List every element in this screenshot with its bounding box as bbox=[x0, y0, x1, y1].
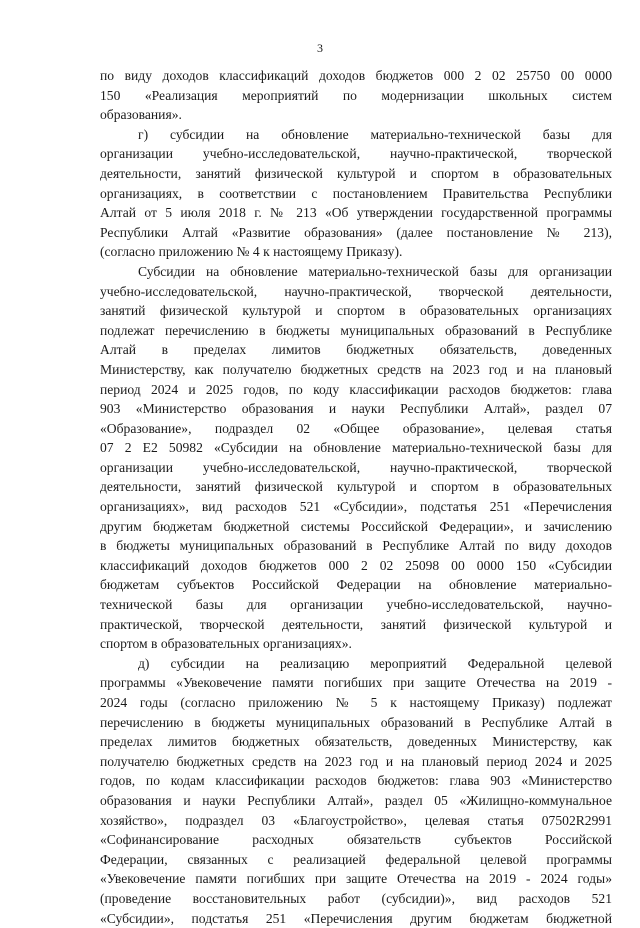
text-line: по виду доходов классификаций доходов бюджетов 000 2 02 25750 00 0000 bbox=[100, 68, 612, 83]
text-line: г) субсидии на обновление материально-технической базы для bbox=[138, 126, 612, 142]
text-line: «Образование», подраздел 02 «Общее образование», целевая статья bbox=[100, 420, 612, 436]
text-line: перечислению в бюджеты муниципальных образований в Республике Алтай в bbox=[100, 714, 612, 730]
text-line: другим бюджетам бюджетной системы Российской Федерации», и зачислению bbox=[100, 518, 612, 534]
text-line: получателю бюджетных средств на 2023 год и на плановый период 2024 и 2025 bbox=[100, 753, 612, 769]
text-line: образования и науки Республики Алтай», раздел 05 «Жилищно-коммунальное bbox=[100, 792, 612, 808]
text-line: «Софинансирование расходных обязательств субъектов Российской bbox=[100, 832, 612, 848]
text-line: подлежат перечислению в бюджеты муниципальных образований в Республике bbox=[100, 322, 612, 338]
text-line: Республики Алтай «Развитие образования» (далее постановление № 213), bbox=[100, 224, 612, 240]
text-line: организации учебно-исследовательской, научно-практической, творческой bbox=[100, 459, 612, 475]
text-line: годов, по кодам классификации расходов бюджетов: глава 903 «Министерство bbox=[100, 773, 612, 789]
text-line: (проведение восстановительных работ (субсидии)», вид расходов 521 bbox=[100, 890, 612, 906]
text-line: образования». bbox=[100, 107, 182, 123]
text-line: Субсидии на обновление материально-технической базы для организации bbox=[138, 263, 612, 279]
document-body bbox=[100, 66, 612, 928]
text-line: Алтай в пределах лимитов бюджетных обязательств, доведенных bbox=[100, 342, 612, 358]
text-line: организациях», вид расходов 521 «Субсидии», подстатья 251 «Перечисления bbox=[100, 499, 612, 515]
text-line: 07 2 Е2 50982 «Субсидии на обновление материально-технической базы для bbox=[100, 440, 612, 456]
page-number: 3 bbox=[317, 41, 323, 55]
text-line: период 2024 и 2025 годов, по коду классификации расходов бюджетов: глава bbox=[100, 381, 612, 397]
text-line: Алтай от 5 июля 2018 г. № 213 «Об утверждении государственной программы bbox=[100, 205, 612, 221]
text-line: практической, творческой деятельности, занятий физической культурой и bbox=[100, 616, 612, 632]
text-line: 903 «Министерство образования и науки Республики Алтай», раздел 07 bbox=[100, 401, 612, 417]
text-line: деятельности, занятий физической культурой и спортом в образовательных bbox=[100, 165, 612, 181]
text-line: организациях, в соответствии с постановлением Правительства Республики bbox=[100, 185, 612, 201]
text-line: (согласно приложению № 4 к настоящему Приказу). bbox=[100, 244, 403, 260]
text-line: Федерации, связанных с реализацией федеральной целевой программы bbox=[100, 851, 612, 867]
text-line: бюджетам субъектов Российской Федерации на обновление материально- bbox=[100, 577, 612, 593]
text-line: Министерству, как получателю бюджетных средств на 2023 год и на плановый bbox=[100, 361, 612, 377]
text-line: организации учебно-исследовательской, научно-практической, творческой bbox=[100, 146, 612, 162]
text-line: «Увековечение памяти погибших при защите Отечества на 2019 - 2024 годы» bbox=[100, 871, 612, 887]
text-line: спортом в образовательных организациях». bbox=[100, 636, 352, 652]
text-line: пределах лимитов бюджетных обязательств, доведенных Министерству, как bbox=[100, 734, 612, 750]
text-line: технической базы для организации учебно-исследовательской, научно- bbox=[100, 597, 612, 613]
text-line: классификаций доходов бюджетов 000 2 02 25098 00 0000 150 «Субсидии bbox=[100, 557, 612, 573]
text-line: в бюджеты муниципальных образований в Республике Алтай по виду доходов bbox=[100, 538, 612, 554]
text-line: д) субсидии на реализацию мероприятий Федеральной целевой bbox=[138, 655, 612, 671]
text-line: программы «Увековечение памяти погибших при защите Отечества на 2019 - bbox=[100, 675, 612, 691]
text-line: хозяйство», подраздел 03 «Благоустройство», целевая статья 07502R2991 bbox=[100, 812, 612, 828]
text-line: «Субсидии», подстатья 251 «Перечисления другим бюджетам бюджетной bbox=[100, 910, 612, 926]
text-line: учебно-исследовательской, научно-практической, творческой деятельности, bbox=[100, 283, 612, 299]
text-line: деятельности, занятий физической культурой и спортом в образовательных bbox=[100, 479, 612, 495]
text-line: 2024 годы (согласно приложению № 5 к настоящему Приказу) подлежат bbox=[100, 695, 612, 710]
text-line: 150 «Реализация мероприятий по модернизации школьных систем bbox=[100, 87, 612, 103]
text-line: занятий физической культурой и спортом в образовательных организациях bbox=[100, 303, 612, 319]
